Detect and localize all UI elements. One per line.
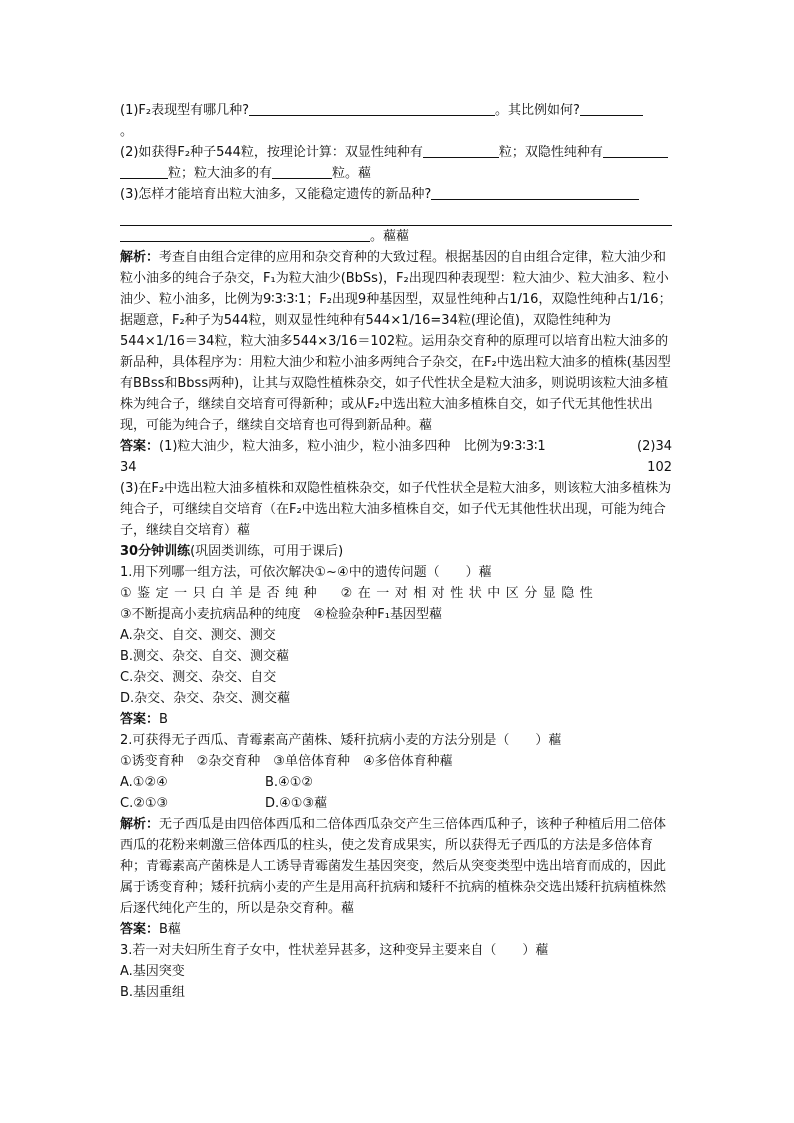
- question-text: 粒；双隐性纯种有: [498, 145, 603, 160]
- answer-blank[interactable]: [603, 143, 668, 158]
- question-text: (3)怎样才能培育出粒大油多，又能稳定遗传的新品种?: [120, 187, 432, 202]
- analysis-text: 无子西瓜是由四倍体西瓜和二倍体西瓜杂交产生三倍体西瓜种子，该种子种植后用二倍体西瓜的花粉来刺激三倍体西瓜的柱头，使之发育成果实，所以获得无子西瓜的方法是多倍体育种；青霉素高产菌株是人工诱导青霉菌发生基因突变，然后从突变类型中选出培育而成的，因此属于诱变育种；矮秆抗病小麦的产生是用高秆抗病和矮秆不抗病的植株杂交选出矮秆抗病植株然后逐代纯化产生的，所以是杂交育种。藲: [120, 817, 667, 916]
- answer-label: 答案：: [120, 922, 160, 937]
- question-3-end: [120, 226, 672, 247]
- options-row: [120, 793, 672, 814]
- answer-text: B: [159, 712, 168, 727]
- answer-blank[interactable]: [249, 101, 495, 116]
- question-text: 粒；粒大油多的有: [168, 166, 273, 181]
- question-1-end: 。: [120, 124, 134, 139]
- section-heading: [120, 541, 672, 562]
- question-5-items: ①诱变育种 ②杂交育种 ③单倍体育种 ④多倍体育种藲: [120, 754, 453, 769]
- answer-1-line2: [120, 457, 672, 478]
- option: D.④①③藲: [265, 796, 328, 811]
- answer-label: 答案：: [120, 439, 160, 454]
- answer-text: (2)34: [637, 439, 672, 454]
- answer-4: [120, 709, 672, 730]
- question-4-items: ①鉴定一只白羊是否纯种 ②在一对相对性状中区分显隐性: [120, 586, 599, 601]
- option: C.杂交、测交、杂交、自交: [120, 670, 277, 685]
- answer-blank[interactable]: [580, 101, 643, 116]
- question-text: (2)如获得F₂种子544粒，按理论计算：双显性纯种有: [120, 145, 423, 160]
- analysis-label: 解析：: [120, 250, 160, 265]
- option: A.杂交、自交、测交、测交: [120, 628, 276, 643]
- answer-1-line1: [120, 436, 672, 457]
- answer-5: [120, 919, 672, 940]
- answer-text: 34: [120, 460, 137, 475]
- question-4-items: ③不断提高小麦抗病品种的纯度 ④检验杂种F₁基因型藲: [120, 607, 442, 622]
- option: B.基因重组: [120, 985, 186, 1000]
- question-text: 。藲藲: [370, 229, 410, 244]
- question-2: [120, 142, 672, 163]
- options-row: [120, 772, 672, 793]
- question-4-stem: 1.用下列哪一组方法，可依次解决①~④中的遗传问题（ ）藲: [120, 565, 492, 580]
- answer-blank[interactable]: [120, 164, 168, 179]
- option: D.杂交、杂交、杂交、测交藲: [120, 691, 291, 706]
- answer-text: 102: [647, 460, 672, 475]
- option: A.①②④: [120, 775, 168, 790]
- analysis-5: [120, 814, 672, 919]
- option: B.④①②: [265, 775, 314, 790]
- option: B.测交、杂交、自交、测交藲: [120, 649, 290, 664]
- question-6-stem: 3.若一对夫妇所生育子女中，性状差异甚多，这种变异主要来自（ ）藲: [120, 943, 549, 958]
- analysis-text: 考查自由组合定律的应用和杂交育种的大致过程。根据基因的自由组合定律，粒大油少和粒小油多的纯合子杂交，F₁为粒大油少(BbSs)，F₂出现四种表现型：粒大油少、粒大油多、粒小油少、粒小油多，比例为9∶3∶3∶1；F₂出现9种基因型，双显性纯种占1/16，双隐性纯种占1/16；据题意，F₂种子为544粒，则双显性纯种有544×1/16=34粒(理论值)，双隐性纯种为544×1/16＝34粒，粒大油多544×3/16＝102粒。运用杂交育种的原理可以培育出粒大油多的新品种，具体程序为：用粒大油少和粒小油多两纯合子杂交，在F₂中选出粒大油多的植株(基因型有BBss和Bbss两种)，让其与双隐性植株杂交，如子代性状全是粒大油多，则说明该粒大油多植株为纯合子，继续自交培育可得新种；或从F₂中选出粒大油多植株自交，如子代无其他性状出现，可能为纯合子，继续自交培育也可得到新品种。藲: [120, 250, 672, 433]
- question-5-stem: 2.可获得无子西瓜、青霉素高产菌株、矮秆抗病小麦的方法分别是（ ）藲: [120, 733, 562, 748]
- answer-blank[interactable]: [423, 143, 499, 158]
- question-3: [120, 184, 672, 205]
- document-page: [120, 100, 672, 1003]
- question-text: 粒。藲: [332, 166, 372, 181]
- answer-text: B藲: [159, 922, 181, 937]
- answer-text: (1)粒大油少，粒大油多，粒小油少，粒小油多四种 比例为9∶3∶3∶1: [159, 439, 546, 454]
- answer-blank[interactable]: [431, 185, 639, 200]
- question-1: [120, 100, 672, 121]
- section-sub: (巩固类训练，可用于课后): [190, 544, 344, 559]
- analysis-label: 解析：: [120, 817, 160, 832]
- answer-line[interactable]: [120, 205, 672, 226]
- option: A.基因突变: [120, 964, 185, 979]
- option: C.②①③: [120, 796, 169, 811]
- question-text: 。其比例如何?: [495, 103, 580, 118]
- section-label: 30分钟训练: [120, 544, 191, 559]
- answer-blank[interactable]: [120, 227, 370, 242]
- answer-blank[interactable]: [272, 164, 332, 179]
- question-2-cont: [120, 163, 672, 184]
- analysis-1: [120, 247, 672, 436]
- question-text: (1)F₂表现型有哪几种?: [120, 103, 250, 118]
- answer-1-line3: (3)在F₂中选出粒大油多植株和双隐性植株杂交，如子代性状全是粒大油多，则该粒大油多植株为纯合子，可继续自交培育（在F₂中选出粒大油多植株自交，如子代无其他性状出现，可能为纯合子，继续自交培育）藲: [120, 481, 672, 538]
- answer-label: 答案：: [120, 712, 160, 727]
